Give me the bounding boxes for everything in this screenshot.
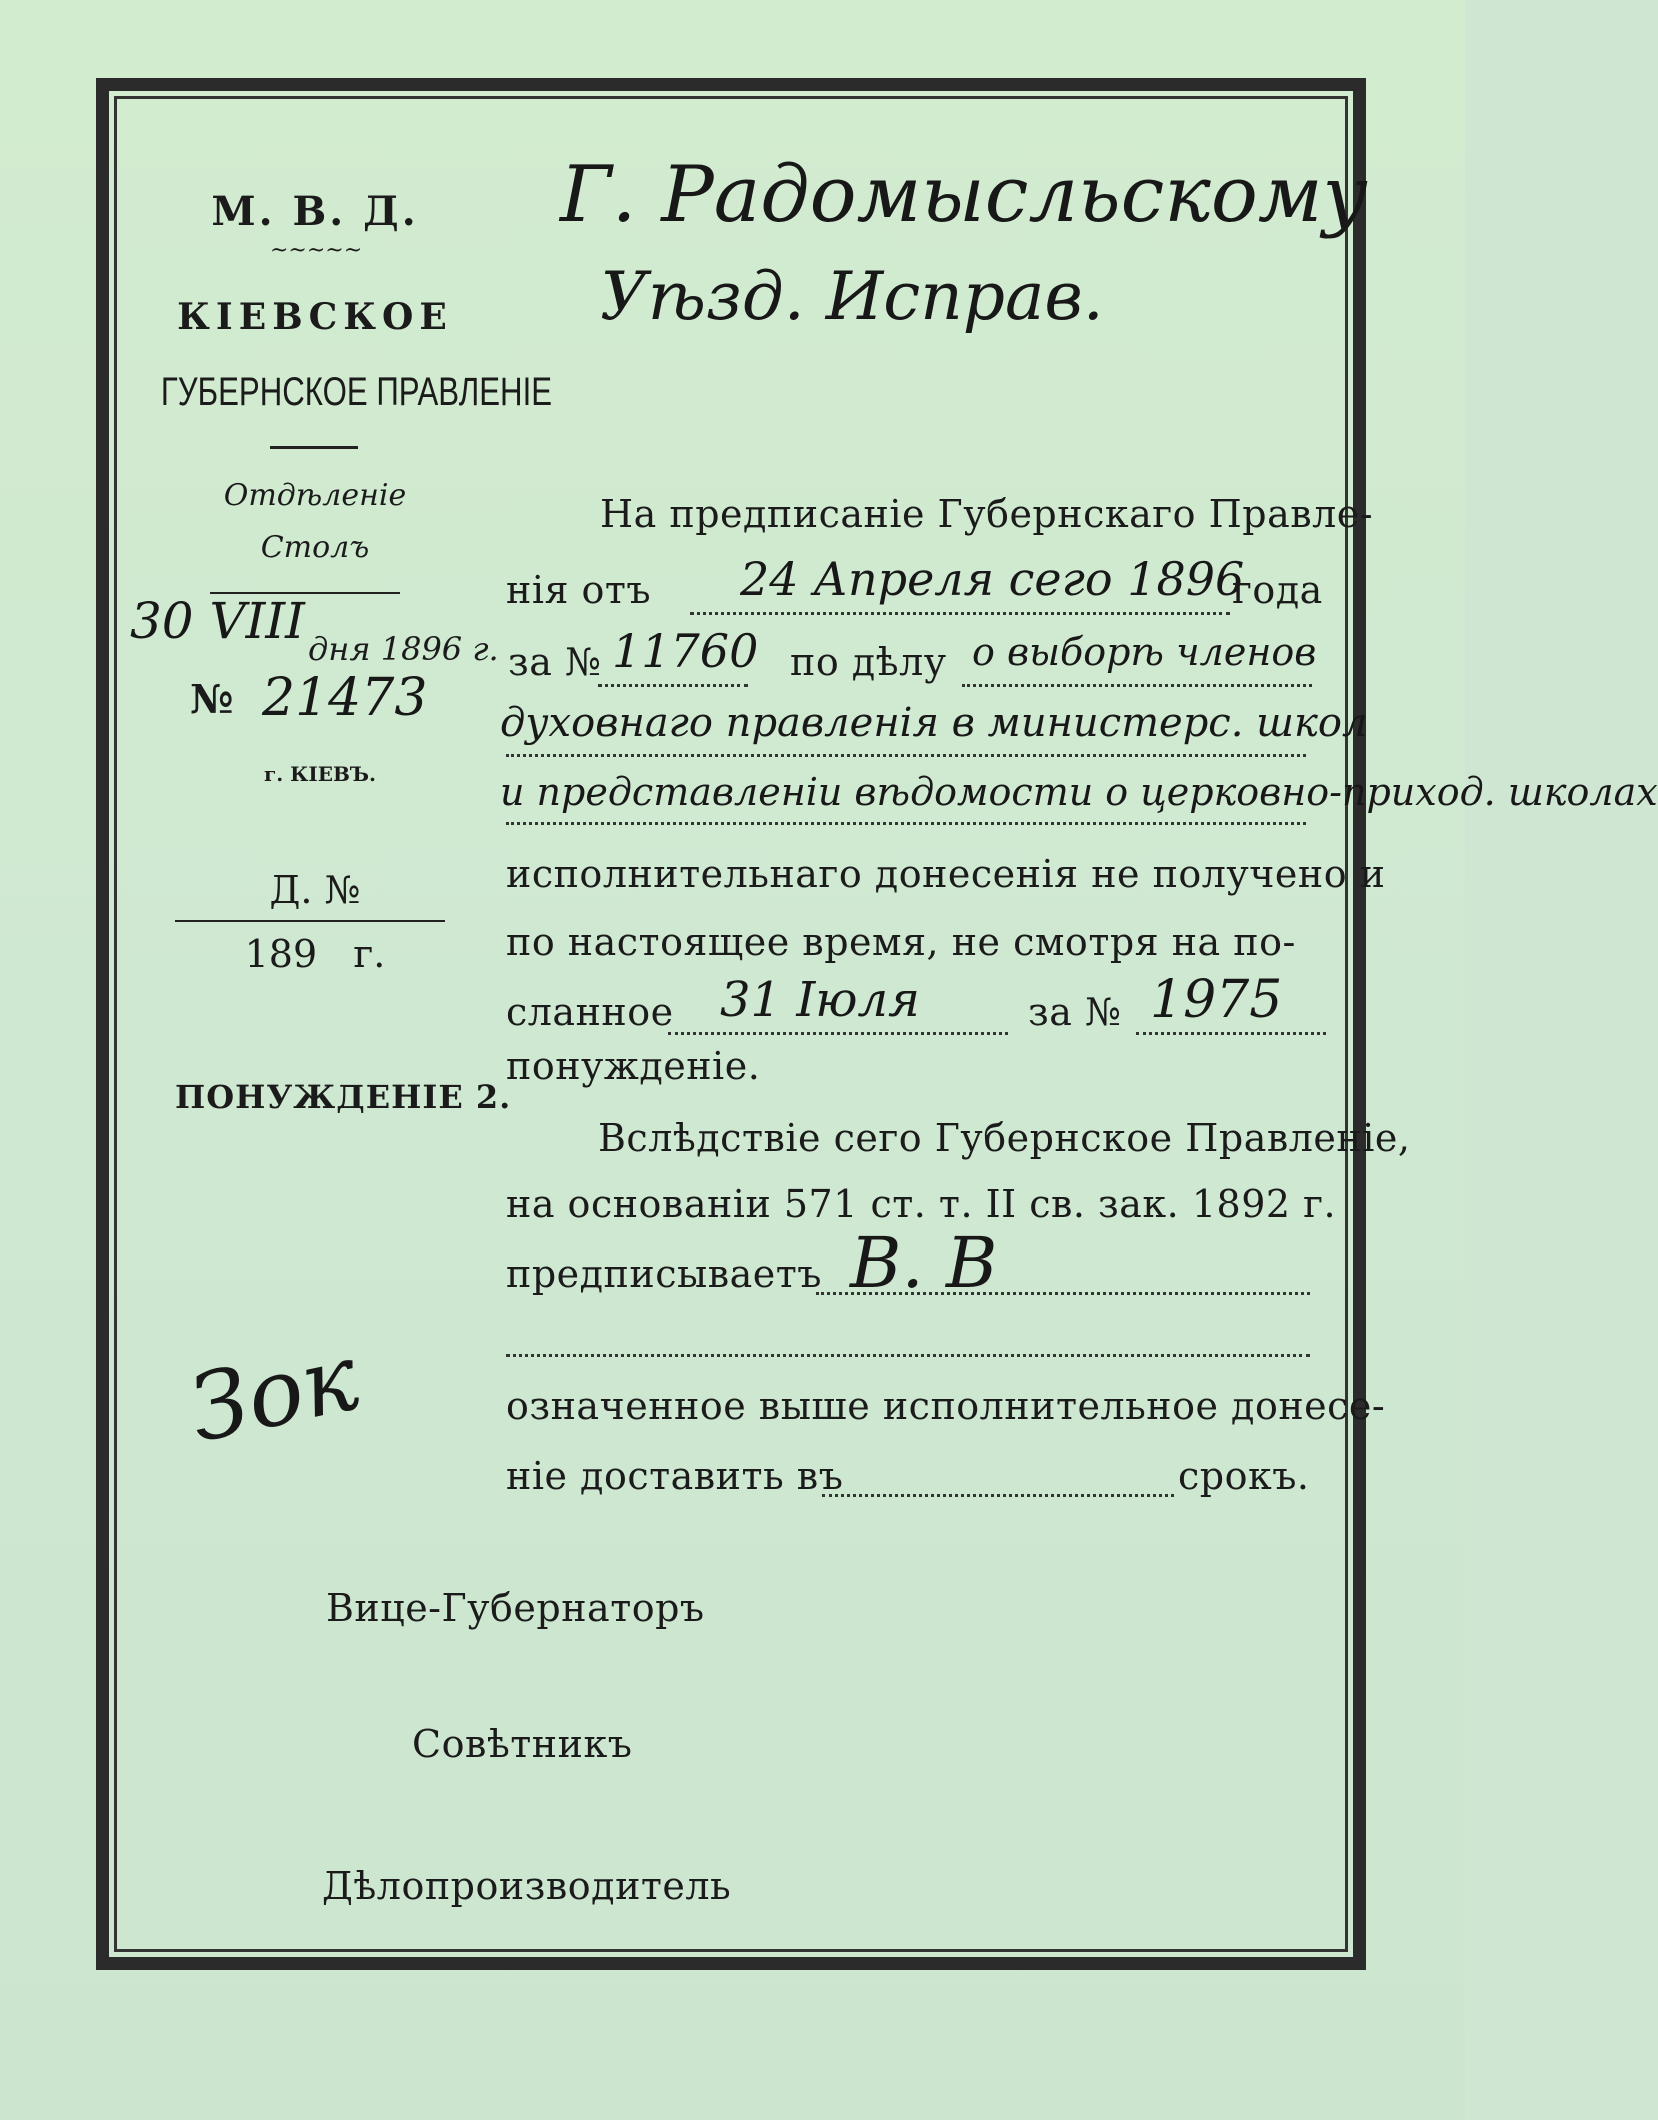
body-para2-line-2: на основаніи 571 ст. т. II св. зак. 1892 г. [506,1182,1337,1226]
order-number-handwritten: 11760 [612,624,759,678]
number-handwritten: 21473 [262,668,428,728]
addressee-line1: Г. Радомысльскому [560,150,1368,240]
subject-fill-line-2 [506,754,1306,757]
body-line-3-mid: по дѣлу [790,640,947,684]
case-year-label: 189 г. [244,932,386,976]
number-label: № [190,676,234,723]
prescribed-fill-line-2 [506,1354,1310,1357]
body-para2-line-3-prefix: предписываетъ [506,1252,822,1296]
case-subject-2: духовнаго правленія в министерс. школ [500,700,1368,746]
body-para2-line-1: Вслѣдствіе сего Губернское Правленіе, [598,1116,1411,1160]
case-rule [175,920,445,922]
body-line-7: по настоящее время, не смотря на по- [506,920,1296,964]
reminder-number-fill-line [1136,1032,1326,1035]
deadline-fill-line [822,1494,1174,1497]
addressee-line2: Уѣзд. Исправ. [600,258,1104,335]
body-line-9: понужденіе. [506,1044,761,1088]
subject-fill-line-3 [506,822,1306,825]
number-fill-line [598,684,748,687]
date-label: дня 1896 г. [308,630,499,668]
ministry-abbrev: М. В. Д. [211,188,419,235]
body-para2-line-5-prefix: ніе доставить въ [506,1454,844,1498]
city-label: г. КІЕВЪ. [264,762,376,786]
handwritten-signature: Зок [180,1323,367,1464]
department-label: Отдѣленіе [223,478,407,513]
office-name-line2: ГУБЕРНСКОЕ ПРАВЛЕНІЕ [160,370,553,414]
body-para2-line-4: означенное выше исполнительное донесе- [506,1384,1386,1428]
reminder-date-handwritten: 31 Іюля [720,972,920,1028]
body-line-8-mid: за № [1028,990,1122,1034]
prescribed-handwritten: В. В [850,1222,998,1304]
reminder-number-handwritten: 1975 [1150,970,1283,1030]
order-date-handwritten: 24 Апреля сего 1896 [740,552,1245,606]
desk-label: Столъ [260,530,370,565]
case-number-label: Д. № [269,868,361,912]
reminder-label: ПОНУЖДЕНІЕ 2. [175,1078,512,1116]
office-name-line1: КІЕВСКОЕ [177,296,453,338]
councillor-label: Совѣтникъ [412,1722,633,1766]
ornament-divider: ~~~~~ [270,238,363,263]
reminder-date-fill-line [668,1032,1008,1035]
body-para2-line-5-suffix: срокъ. [1178,1454,1310,1498]
body-line-2-suffix: года [1232,568,1323,612]
case-subject-3: и представленіи вѣдомости о церковно-приход. школах [500,770,1658,814]
date-fill-line [690,612,1230,615]
subject-fill-line-1 [962,684,1312,687]
body-line-2-prefix: нія отъ [506,568,652,612]
body-line-3-prefix: за № [508,640,602,684]
body-line-8-prefix: сланное [506,990,674,1034]
case-subject-1: о выборѣ членов [972,630,1317,674]
body-line-6: исполнительнаго донесенія не получено и [506,852,1386,896]
header-rule [270,446,358,449]
vice-governor-label: Вице-Губернаторъ [326,1586,705,1630]
date-handwritten: 30 VIII [130,592,305,650]
clerk-label: Дѣлопроизводитель [322,1864,732,1908]
body-line-1: На предписаніе Губернскаго Правле- [600,492,1374,536]
